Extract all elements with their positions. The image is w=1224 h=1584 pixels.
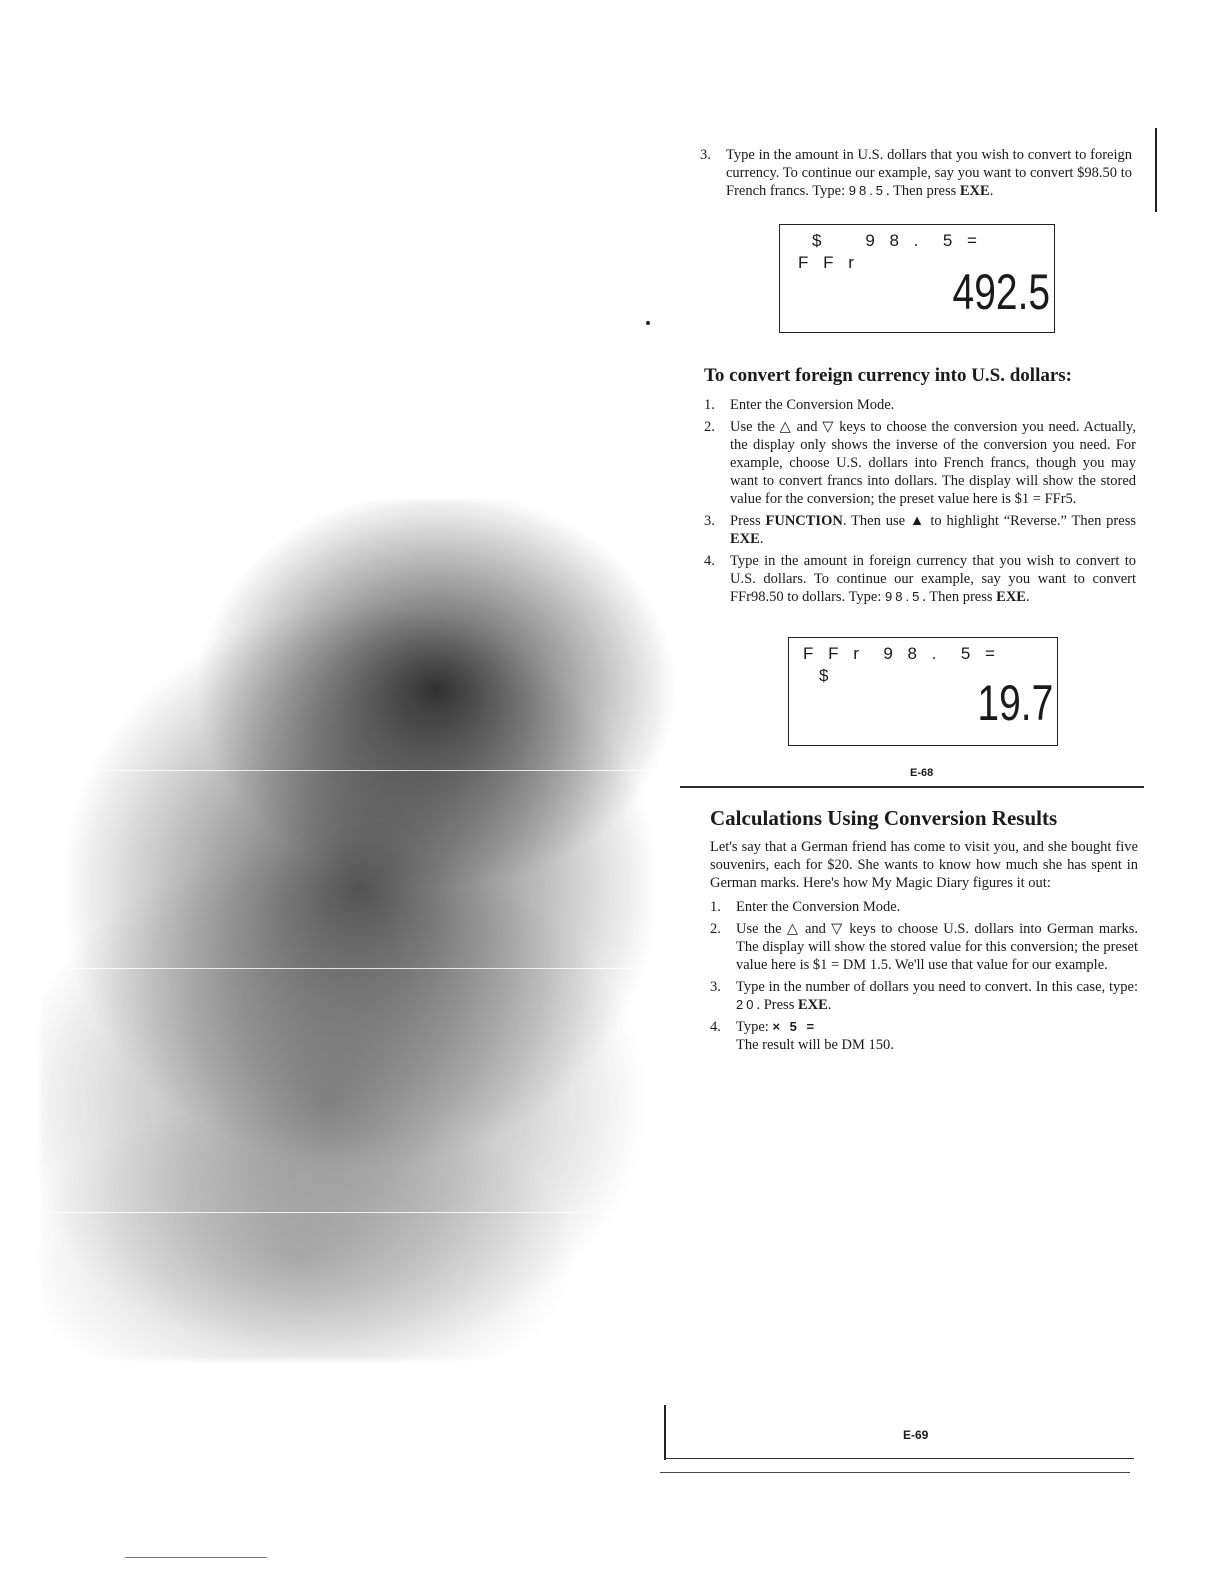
page-edge (1155, 128, 1157, 212)
step-number: 1. (704, 397, 715, 413)
step-item (710, 898, 1138, 916)
display-line-2: $ (819, 666, 834, 685)
step-text: . (827, 997, 832, 1013)
key-sequence: × 5 = (772, 1019, 818, 1034)
key-name: EXE (959, 183, 990, 199)
step-text: Type in the number of dollars you need to convert. In this case, type: (736, 979, 1138, 995)
section-heading: Calculations Using Conversion Results (710, 806, 1058, 830)
step-text: . (1025, 589, 1030, 605)
step-item (710, 920, 1138, 974)
key-name: FUNCTION (765, 513, 843, 529)
step-item (700, 146, 1132, 200)
step-text: Type: (736, 1019, 773, 1035)
step-number: 4. (710, 1019, 721, 1035)
step-text: Type in the amount in U.S. dollars that you wish to convert to foreign currency. To continue our example, say you want to convert $98.50 to French francs. Type: (726, 147, 1132, 199)
bottom-section (710, 804, 1138, 1058)
key-name: EXE (730, 531, 760, 547)
middle-section (704, 364, 1136, 610)
page-number: E-68 (910, 767, 934, 779)
step-text: . Then press (886, 183, 960, 199)
display-result: 19.7 (977, 675, 1053, 731)
calculator-display (779, 224, 1055, 333)
step-number: 3. (704, 513, 715, 529)
step-item (704, 396, 1136, 414)
calculator-display (788, 637, 1058, 746)
step-number: 3. (700, 147, 711, 163)
step-number: 3. (710, 979, 721, 995)
step-number: 2. (704, 419, 715, 435)
step-number: 2. (710, 921, 721, 937)
step-text: Type in the amount in foreign currency that you wish to convert to U.S. dollars. To continue our example, say you want to convert FFr98.50 to dollars. Type: (730, 553, 1136, 605)
scan-dot (646, 321, 650, 325)
page-number: E-69 (903, 1428, 929, 1442)
step-item (710, 978, 1138, 1014)
display-line-1: $ 9 8 . 5 = (812, 231, 982, 250)
step-text: . (759, 531, 764, 547)
step-number: 4. (704, 553, 715, 569)
scan-streak (50, 1212, 670, 1213)
top-section (700, 146, 1132, 204)
step-text: Enter the Conversion Mode. (730, 397, 895, 413)
scan-streak (50, 770, 670, 771)
section-heading: To convert foreign currency into U.S. dollars: (704, 365, 1073, 386)
key-name: EXE (996, 589, 1026, 605)
page-divider (680, 786, 1144, 788)
step-item (704, 418, 1136, 508)
key-sequence: 98.5 (885, 589, 923, 604)
step-item (710, 1018, 1138, 1054)
display-line-2: F F r (798, 253, 859, 272)
display-result: 492.5 (952, 264, 1050, 320)
step-text: . (989, 183, 994, 199)
step-text: Press (730, 513, 766, 529)
steps-list (704, 396, 1136, 606)
step-number: 1. (710, 899, 721, 915)
step-text: Enter the Conversion Mode. (736, 899, 901, 915)
page-bottom-rule (660, 1472, 1130, 1473)
step-text: . Then press (922, 589, 997, 605)
step-text: . Then use ▲ to highlight “Reverse.” Then press (842, 513, 1136, 529)
display-line-1: F F r 9 8 . 5 = (803, 644, 1000, 663)
page-bottom-rule (664, 1458, 1134, 1459)
key-sequence: 20 (736, 997, 757, 1012)
scan-streak (50, 968, 670, 969)
scan-underline (125, 1557, 267, 1558)
steps-list (700, 146, 1132, 200)
step-item (704, 552, 1136, 606)
step-text: Use the △ and ▽ keys to choose the conversion you need. Actually, the display only shows the inverse of the conversion you need. For example, choose U.S. dollars into French francs, though you may want to convert francs into dollars. The display will show the stored value for the conversion; the preset value here is $1 = FFr5. (730, 419, 1136, 507)
page-edge (664, 1405, 666, 1460)
key-name: EXE (797, 997, 828, 1013)
step-text: The result will be DM 150. (736, 1037, 894, 1053)
step-text: . Press (756, 997, 798, 1013)
step-item (704, 512, 1136, 548)
steps-list (710, 898, 1138, 1054)
key-sequence: 98.5 (848, 183, 887, 198)
intro-paragraph: Let's say that a German friend has come to visit you, and she bought five souvenirs, each for $20. She wants to know how much she has spent in German marks. Here's how My Magic Diary figures it out: (710, 839, 1138, 891)
scan-smudge (40, 500, 680, 1360)
step-text: Use the △ and ▽ keys to choose U.S. dollars into German marks. The display will show the stored value for this conversion; the preset value here is $1 = DM 1.5. We'll use that value for our example. (736, 921, 1138, 973)
